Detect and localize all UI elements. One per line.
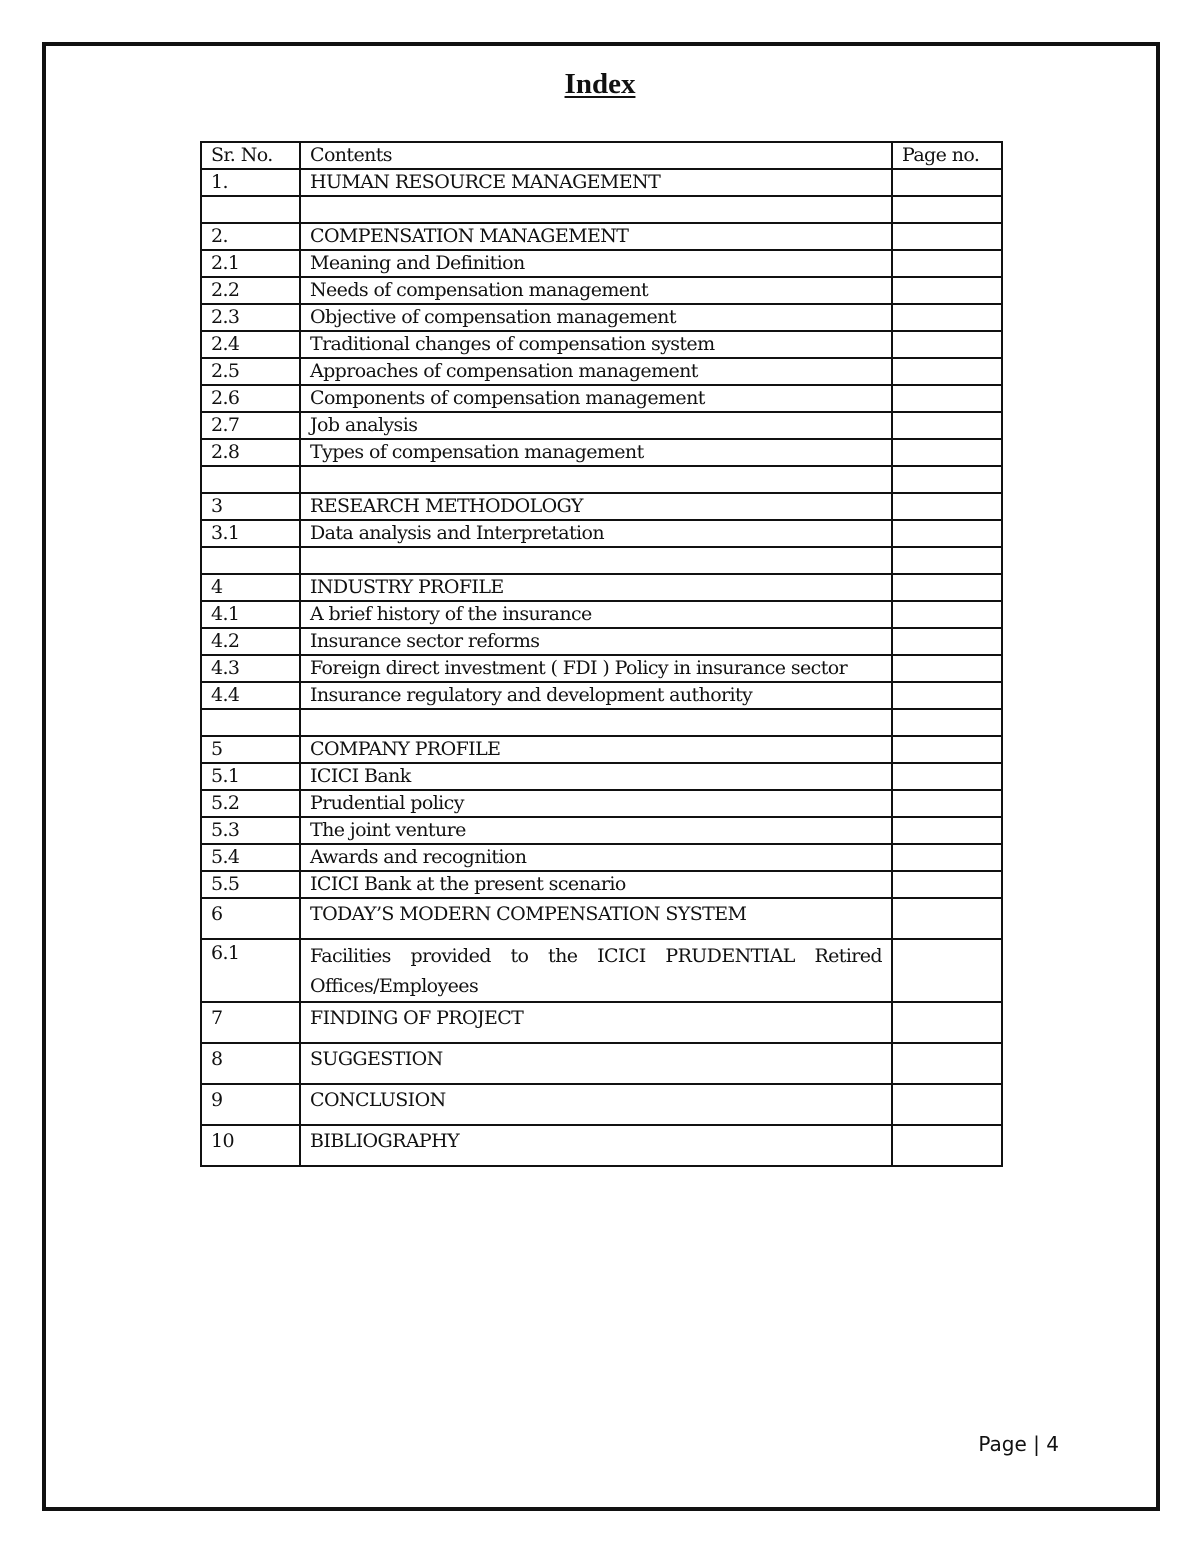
row-sr-no: 4.2 [201,628,300,655]
table-row [201,628,1002,655]
row-page-no [892,790,1002,817]
row-content: CONCLUSION [300,1084,892,1125]
row-content: FINDING OF PROJECT [300,1002,892,1043]
row-content [300,547,892,574]
table-row [201,439,1002,466]
row-content: Components of compensation management [300,385,892,412]
row-page-no [892,385,1002,412]
row-content: A brief history of the insurance [300,601,892,628]
table-row [201,169,1002,196]
row-page-no [892,466,1002,493]
table-row [201,1043,1002,1084]
row-content: INDUSTRY PROFILE [300,574,892,601]
table-row [201,547,1002,574]
row-content: Foreign direct investment ( FDI ) Policy in insurance sector [300,655,892,682]
row-sr-no: 2.6 [201,385,300,412]
row-content: Job analysis [300,412,892,439]
row-page-no [892,1002,1002,1043]
row-page-no [892,844,1002,871]
row-sr-no: 4.4 [201,682,300,709]
row-content: Awards and recognition [300,844,892,871]
table-row [201,520,1002,547]
row-sr-no: 5.5 [201,871,300,898]
table-row [201,1002,1002,1043]
row-sr-no: 2.4 [201,331,300,358]
row-page-no [892,939,1002,1002]
table-row [201,763,1002,790]
row-content: BIBLIOGRAPHY [300,1125,892,1166]
table-row [201,939,1002,1002]
row-page-no [892,250,1002,277]
row-content: Approaches of compensation management [300,358,892,385]
table-row [201,871,1002,898]
row-sr-no [201,466,300,493]
table-row [201,250,1002,277]
row-page-no [892,709,1002,736]
row-sr-no: 2.1 [201,250,300,277]
table-row [201,790,1002,817]
row-content [300,709,892,736]
row-content: HUMAN RESOURCE MANAGEMENT [300,169,892,196]
row-sr-no: 6.1 [201,939,300,1002]
table-row [201,358,1002,385]
row-sr-no: 4.1 [201,601,300,628]
row-page-no [892,574,1002,601]
row-page-no [892,1084,1002,1125]
row-page-no [892,223,1002,250]
row-content: Meaning and Definition [300,250,892,277]
table-row [201,817,1002,844]
row-content: Types of compensation management [300,439,892,466]
row-content: TODAY’S MODERN COMPENSATION SYSTEM [300,898,892,939]
row-sr-no: 9 [201,1084,300,1125]
table-row [201,898,1002,939]
row-page-no [892,277,1002,304]
row-sr-no: 5.4 [201,844,300,871]
row-content: Objective of compensation management [300,304,892,331]
row-page-no [892,871,1002,898]
row-sr-no: 4.3 [201,655,300,682]
row-sr-no: 2.5 [201,358,300,385]
header-contents: Contents [300,142,892,169]
table-row [201,844,1002,871]
table-row [201,304,1002,331]
page-number: Page | 4 [978,1432,1059,1456]
table-row [201,736,1002,763]
row-sr-no: 3 [201,493,300,520]
row-content: COMPANY PROFILE [300,736,892,763]
row-page-no [892,196,1002,223]
table-row [201,601,1002,628]
table-row [201,1084,1002,1125]
table-row [201,682,1002,709]
row-sr-no: 7 [201,1002,300,1043]
row-content: Needs of compensation management [300,277,892,304]
row-content: Prudential policy [300,790,892,817]
row-page-no [892,1043,1002,1084]
row-page-no [892,169,1002,196]
table-row [201,385,1002,412]
row-page-no [892,358,1002,385]
row-sr-no: 2.3 [201,304,300,331]
row-page-no [892,547,1002,574]
row-content: SUGGESTION [300,1043,892,1084]
row-sr-no [201,547,300,574]
row-sr-no: 2.2 [201,277,300,304]
row-content [300,466,892,493]
row-page-no [892,304,1002,331]
row-page-no [892,763,1002,790]
row-sr-no: 5.2 [201,790,300,817]
table-row [201,412,1002,439]
table-row [201,331,1002,358]
table-row [201,277,1002,304]
table-row [201,223,1002,250]
table-row [201,493,1002,520]
table-row [201,1125,1002,1166]
row-sr-no: 2.7 [201,412,300,439]
row-page-no [892,817,1002,844]
row-page-no [892,601,1002,628]
row-content: Insurance sector reforms [300,628,892,655]
row-content: ICICI Bank [300,763,892,790]
table-row [201,655,1002,682]
row-sr-no: 5.1 [201,763,300,790]
row-content: Insurance regulatory and development authority [300,682,892,709]
row-page-no [892,655,1002,682]
row-page-no [892,412,1002,439]
row-content: RESEARCH METHODOLOGY [300,493,892,520]
row-sr-no: 5 [201,736,300,763]
row-page-no [892,898,1002,939]
row-page-no [892,439,1002,466]
row-content [300,196,892,223]
row-content: ICICI Bank at the present scenario [300,871,892,898]
index-table [200,141,1003,1167]
table-row [201,196,1002,223]
row-content: Facilities provided to the ICICI PRUDENTIAL Retired Offices/Employees [300,939,892,1002]
row-sr-no: 1. [201,169,300,196]
row-sr-no: 6 [201,898,300,939]
row-content: The joint venture [300,817,892,844]
row-sr-no: 2.8 [201,439,300,466]
row-sr-no: 2. [201,223,300,250]
row-page-no [892,736,1002,763]
row-content: COMPENSATION MANAGEMENT [300,223,892,250]
row-page-no [892,682,1002,709]
row-sr-no: 4 [201,574,300,601]
row-sr-no: 5.3 [201,817,300,844]
row-sr-no: 10 [201,1125,300,1166]
row-page-no [892,331,1002,358]
row-content: Data analysis and Interpretation [300,520,892,547]
row-sr-no: 8 [201,1043,300,1084]
row-page-no [892,520,1002,547]
row-sr-no: 3.1 [201,520,300,547]
table-row [201,574,1002,601]
table-header-row [201,142,1002,169]
row-page-no [892,1125,1002,1166]
header-page-no: Page no. [892,142,1002,169]
header-sr-no: Sr. No. [201,142,300,169]
row-page-no [892,493,1002,520]
row-content: Traditional changes of compensation system [300,331,892,358]
page-title: Index [564,68,636,100]
row-sr-no [201,196,300,223]
table-row [201,709,1002,736]
table-row [201,466,1002,493]
row-sr-no [201,709,300,736]
row-page-no [892,628,1002,655]
